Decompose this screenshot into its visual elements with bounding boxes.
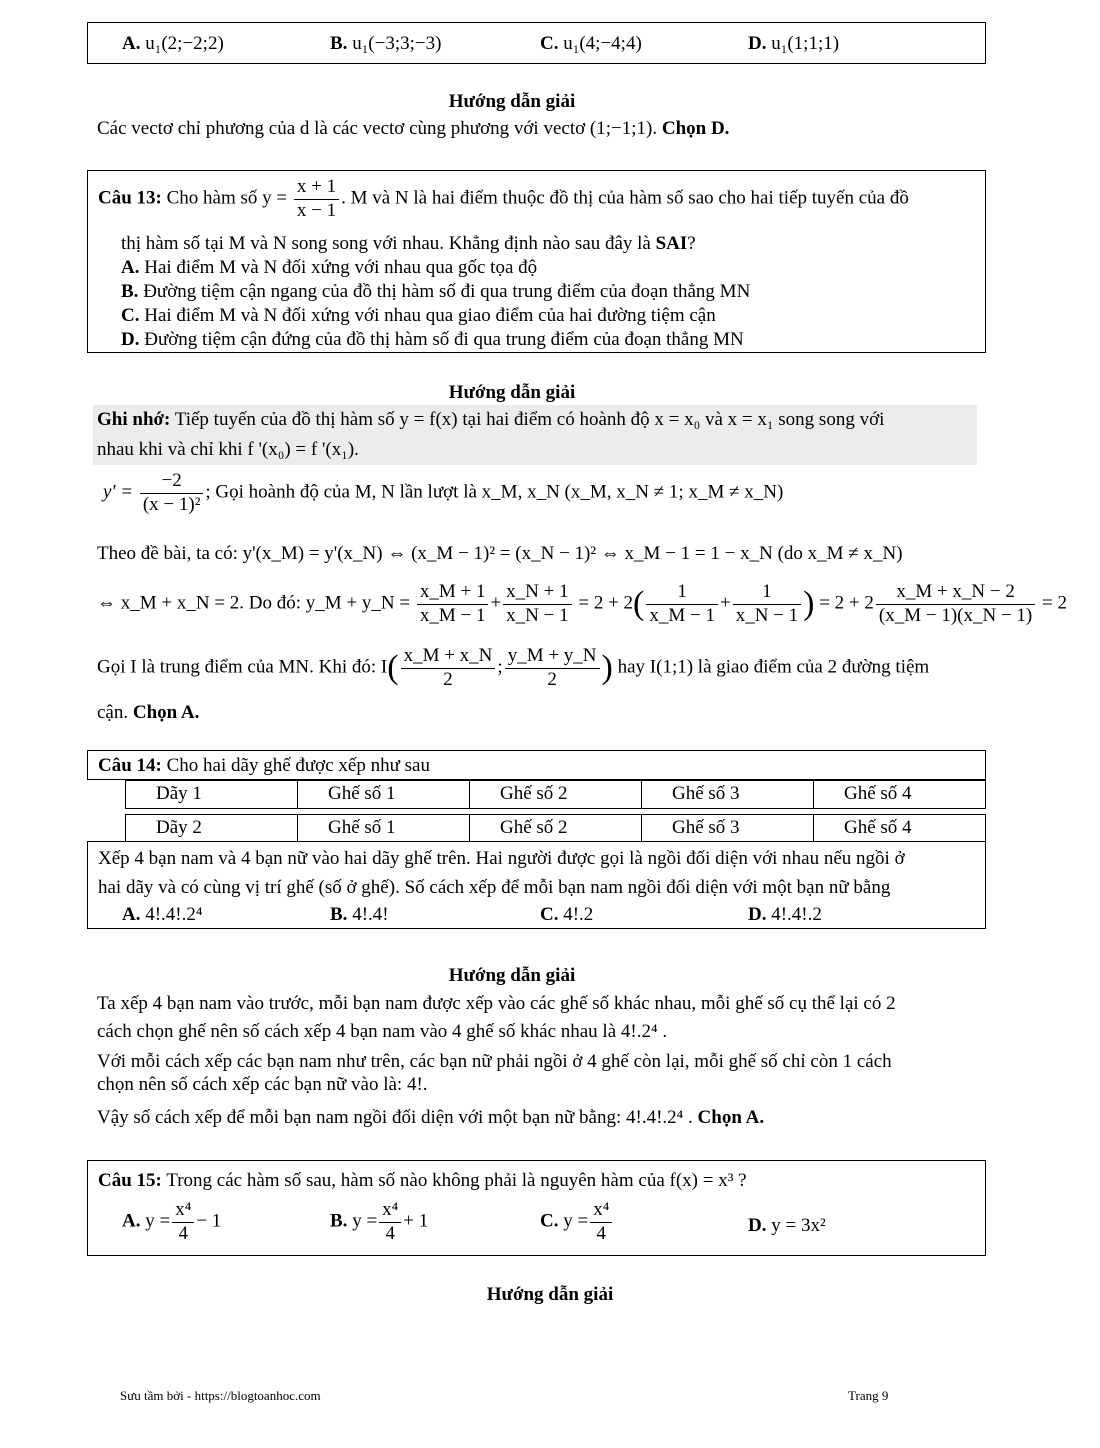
option-a: A. u₁(2;−2;2) bbox=[122, 33, 224, 54]
fraction: $\frac{-2}{\text{(x − 1)²}}$ bbox=[140, 470, 204, 517]
solution-14-p2: cách chọn ghế nên số cách xếp 4 bạn nam vào 4 ghế số khác nhau là 4!.2⁴ . bbox=[97, 1021, 668, 1042]
table-row bbox=[126, 781, 986, 809]
table-cell: Ghế số 3 bbox=[642, 814, 814, 842]
question-13-stem-line2: thị hàm số tại M và N song song với nhau. Khẳng định nào sau đây là SAI? bbox=[121, 233, 696, 254]
table-cell: Ghế số 3 bbox=[642, 781, 814, 809]
solution-line-4: ⇔ x_M + x_N = 2. Do đó: y_M + y_N = $\frac{x\_M + 1}{x\_M - 1}$ + $\frac{x\_N + 1}{x\_N - 1}$ = 2 + 2( $\frac{1}{x\_M - 1}$ + $\frac{1}{x\_N - 1}$ ) = 2 + 2 $\frac{x\_M + x\_N - 2}{(x\_M - 1)(x\_N - 1)}$ = 2 bbox=[97, 581, 1067, 626]
option-c: C. y = $\frac{\text{x⁴}}{4}$ bbox=[540, 1199, 614, 1246]
seat-table bbox=[125, 780, 986, 842]
solution-12-text: Các vectơ chỉ phương của d là các vectơ cùng phương với vectơ (1;−1;1). Chọn D. bbox=[97, 118, 730, 139]
table-cell: Ghế số 4 bbox=[814, 781, 986, 809]
solution-14-p3: Với mỗi cách xếp các bạn nam như trên, các bạn nữ phải ngồi ở 4 ghế còn lại, mỗi ghế số chỉ còn 1 cách bbox=[97, 1051, 892, 1072]
table-cell: Dãy 1 bbox=[126, 781, 298, 809]
option-d: D. 4!.4!.2 bbox=[748, 904, 822, 925]
fraction: $\frac{y\_M + y\_N}{2}$ bbox=[505, 645, 600, 692]
option-a: A. Hai điểm M và N đối xứng với nhau qua gốc tọa độ bbox=[121, 257, 538, 278]
fraction: $\frac{1}{x\_N - 1}$ bbox=[733, 581, 801, 628]
note-line-1: Ghi nhớ: Tiếp tuyến của đồ thị hàm số y = f(x) tại hai điểm có hoành độ x = x₀ và x = x₁ song song với bbox=[97, 409, 885, 430]
solution-heading: Hướng dẫn giải bbox=[448, 382, 576, 403]
fraction: $\frac{x\_N + 1}{x\_N - 1}$ bbox=[503, 581, 571, 628]
solution-heading: Hướng dẫn giải bbox=[486, 1284, 614, 1305]
fraction: $\frac{x\_M + x\_N - 2}{(x\_M - 1)(x\_N - 1)}$ bbox=[876, 581, 1035, 628]
question-13-stem: Câu 13: Cho hàm số y = $\frac{x + 1}{x - 1}$ . M và N là hai điểm thuộc đồ thị của hàm số sao cho hai tiếp tuyến của đồ bbox=[98, 176, 909, 221]
solution-line-6: cận. Chọn A. bbox=[97, 702, 200, 723]
table-cell: Ghế số 4 bbox=[814, 814, 986, 842]
option-a: A. 4!.4!.2⁴ bbox=[122, 904, 203, 925]
fraction: $\frac{\text{x⁴}}{4}$ bbox=[379, 1199, 401, 1246]
derivative-line: y' = $\frac{-2}{\text{(x − 1)²}}$ ; Gọi hoành độ của M, N lần lượt là x_M, x_N (x_M, x_N ≠ 1; x_M ≠ x_N) bbox=[103, 470, 784, 515]
table-cell: Ghế số 1 bbox=[298, 781, 470, 809]
solution-14-p4: chọn nên số cách xếp các bạn nữ vào là: 4!. bbox=[97, 1074, 428, 1095]
option-a: A. y = $\frac{\text{x⁴}}{4}$ − 1 bbox=[122, 1199, 222, 1244]
table-cell: Ghế số 2 bbox=[470, 781, 642, 809]
question-14-body-2: hai dãy và có cùng vị trí ghế (số ở ghế). Số cách xếp để mỗi bạn nam ngồi đối diện với một bạn nữ bằng bbox=[98, 877, 891, 898]
fraction: $\frac{x\_M + x\_N}{2}$ bbox=[401, 645, 496, 692]
solution-heading: Hướng dẫn giải bbox=[448, 965, 576, 986]
table-cell: Ghế số 2 bbox=[470, 814, 642, 842]
question-15-stem: Câu 15: Trong các hàm số sau, hàm số nào không phải là nguyên hàm của f(x) = x³ ? bbox=[98, 1170, 747, 1191]
note-line-2: nhau khi và chỉ khi f '(x₀) = f '(x₁). bbox=[97, 439, 359, 460]
option-b: B. Đường tiệm cận ngang của đồ thị hàm số đi qua trung điểm của đoạn thẳng MN bbox=[121, 281, 751, 302]
fraction: $\frac{\text{x⁴}}{4}$ bbox=[590, 1199, 612, 1246]
option-d: D. y = 3x² bbox=[748, 1215, 826, 1236]
fraction: $\frac{x + 1}{x - 1}$ bbox=[294, 176, 339, 223]
table-row bbox=[126, 814, 986, 842]
solution-heading: Hướng dẫn giải bbox=[448, 91, 576, 112]
solution-14-p1: Ta xếp 4 bạn nam vào trước, mỗi bạn nam được xếp vào các ghế số khác nhau, mỗi ghế số cụ thể lại có 2 bbox=[97, 993, 896, 1014]
option-c: C. u₁(4;−4;4) bbox=[540, 33, 642, 54]
table-cell: Dãy 2 bbox=[126, 814, 298, 842]
option-d: D. Đường tiệm cận đứng của đồ thị hàm số đi qua trung điểm của đoạn thẳng MN bbox=[121, 329, 744, 350]
solution-line-5: Gọi I là trung điểm của MN. Khi đó: I( $\frac{x\_M + x\_N}{2}$ ; $\frac{y\_M + y\_N}{2}$ ) hay I(1;1) là giao điểm của 2 đường tiệm bbox=[97, 645, 930, 690]
question-14-intro: Câu 14: Cho hai dãy ghế được xếp như sau bbox=[98, 755, 430, 776]
option-b: B. 4!.4! bbox=[330, 904, 389, 925]
option-b: B. y = $\frac{\text{x⁴}}{4}$ + 1 bbox=[330, 1199, 429, 1244]
option-d: D. u₁(1;1;1) bbox=[748, 33, 840, 54]
fraction: $\frac{x\_M + 1}{x\_M - 1}$ bbox=[417, 581, 489, 628]
fraction: $\frac{1}{x\_M - 1}$ bbox=[646, 581, 718, 628]
solution-line-3: Theo đề bài, ta có: y'(x_M) = y'(x_N) ⇔ (x_M − 1)² = (x_N − 1)² ⇔ x_M − 1 = 1 − x_N (do x_M ≠ x_N) bbox=[97, 543, 903, 564]
footer-page-number: Trang 9 bbox=[848, 1388, 889, 1403]
question-14-body-1: Xếp 4 bạn nam và 4 bạn nữ vào hai dãy ghế trên. Hai người được gọi là ngồi đối diện với nhau nếu ngồi ở bbox=[98, 848, 905, 869]
table-cell: Ghế số 1 bbox=[298, 814, 470, 842]
solution-14-p5: Vậy số cách xếp để mỗi bạn nam ngồi đối diện với một bạn nữ bằng: 4!.4!.2⁴ . Chọn A. bbox=[97, 1107, 765, 1128]
footer-source: Sưu tầm bởi - https://blogtoanhoc.com bbox=[120, 1388, 321, 1403]
option-b: B. u₁(−3;3;−3) bbox=[330, 33, 442, 54]
option-c: C. 4!.2 bbox=[540, 904, 594, 925]
fraction: $\frac{\text{x⁴}}{4}$ bbox=[172, 1199, 194, 1246]
option-c: C. Hai điểm M và N đối xứng với nhau qua giao điểm của hai đường tiệm cận bbox=[121, 305, 716, 326]
